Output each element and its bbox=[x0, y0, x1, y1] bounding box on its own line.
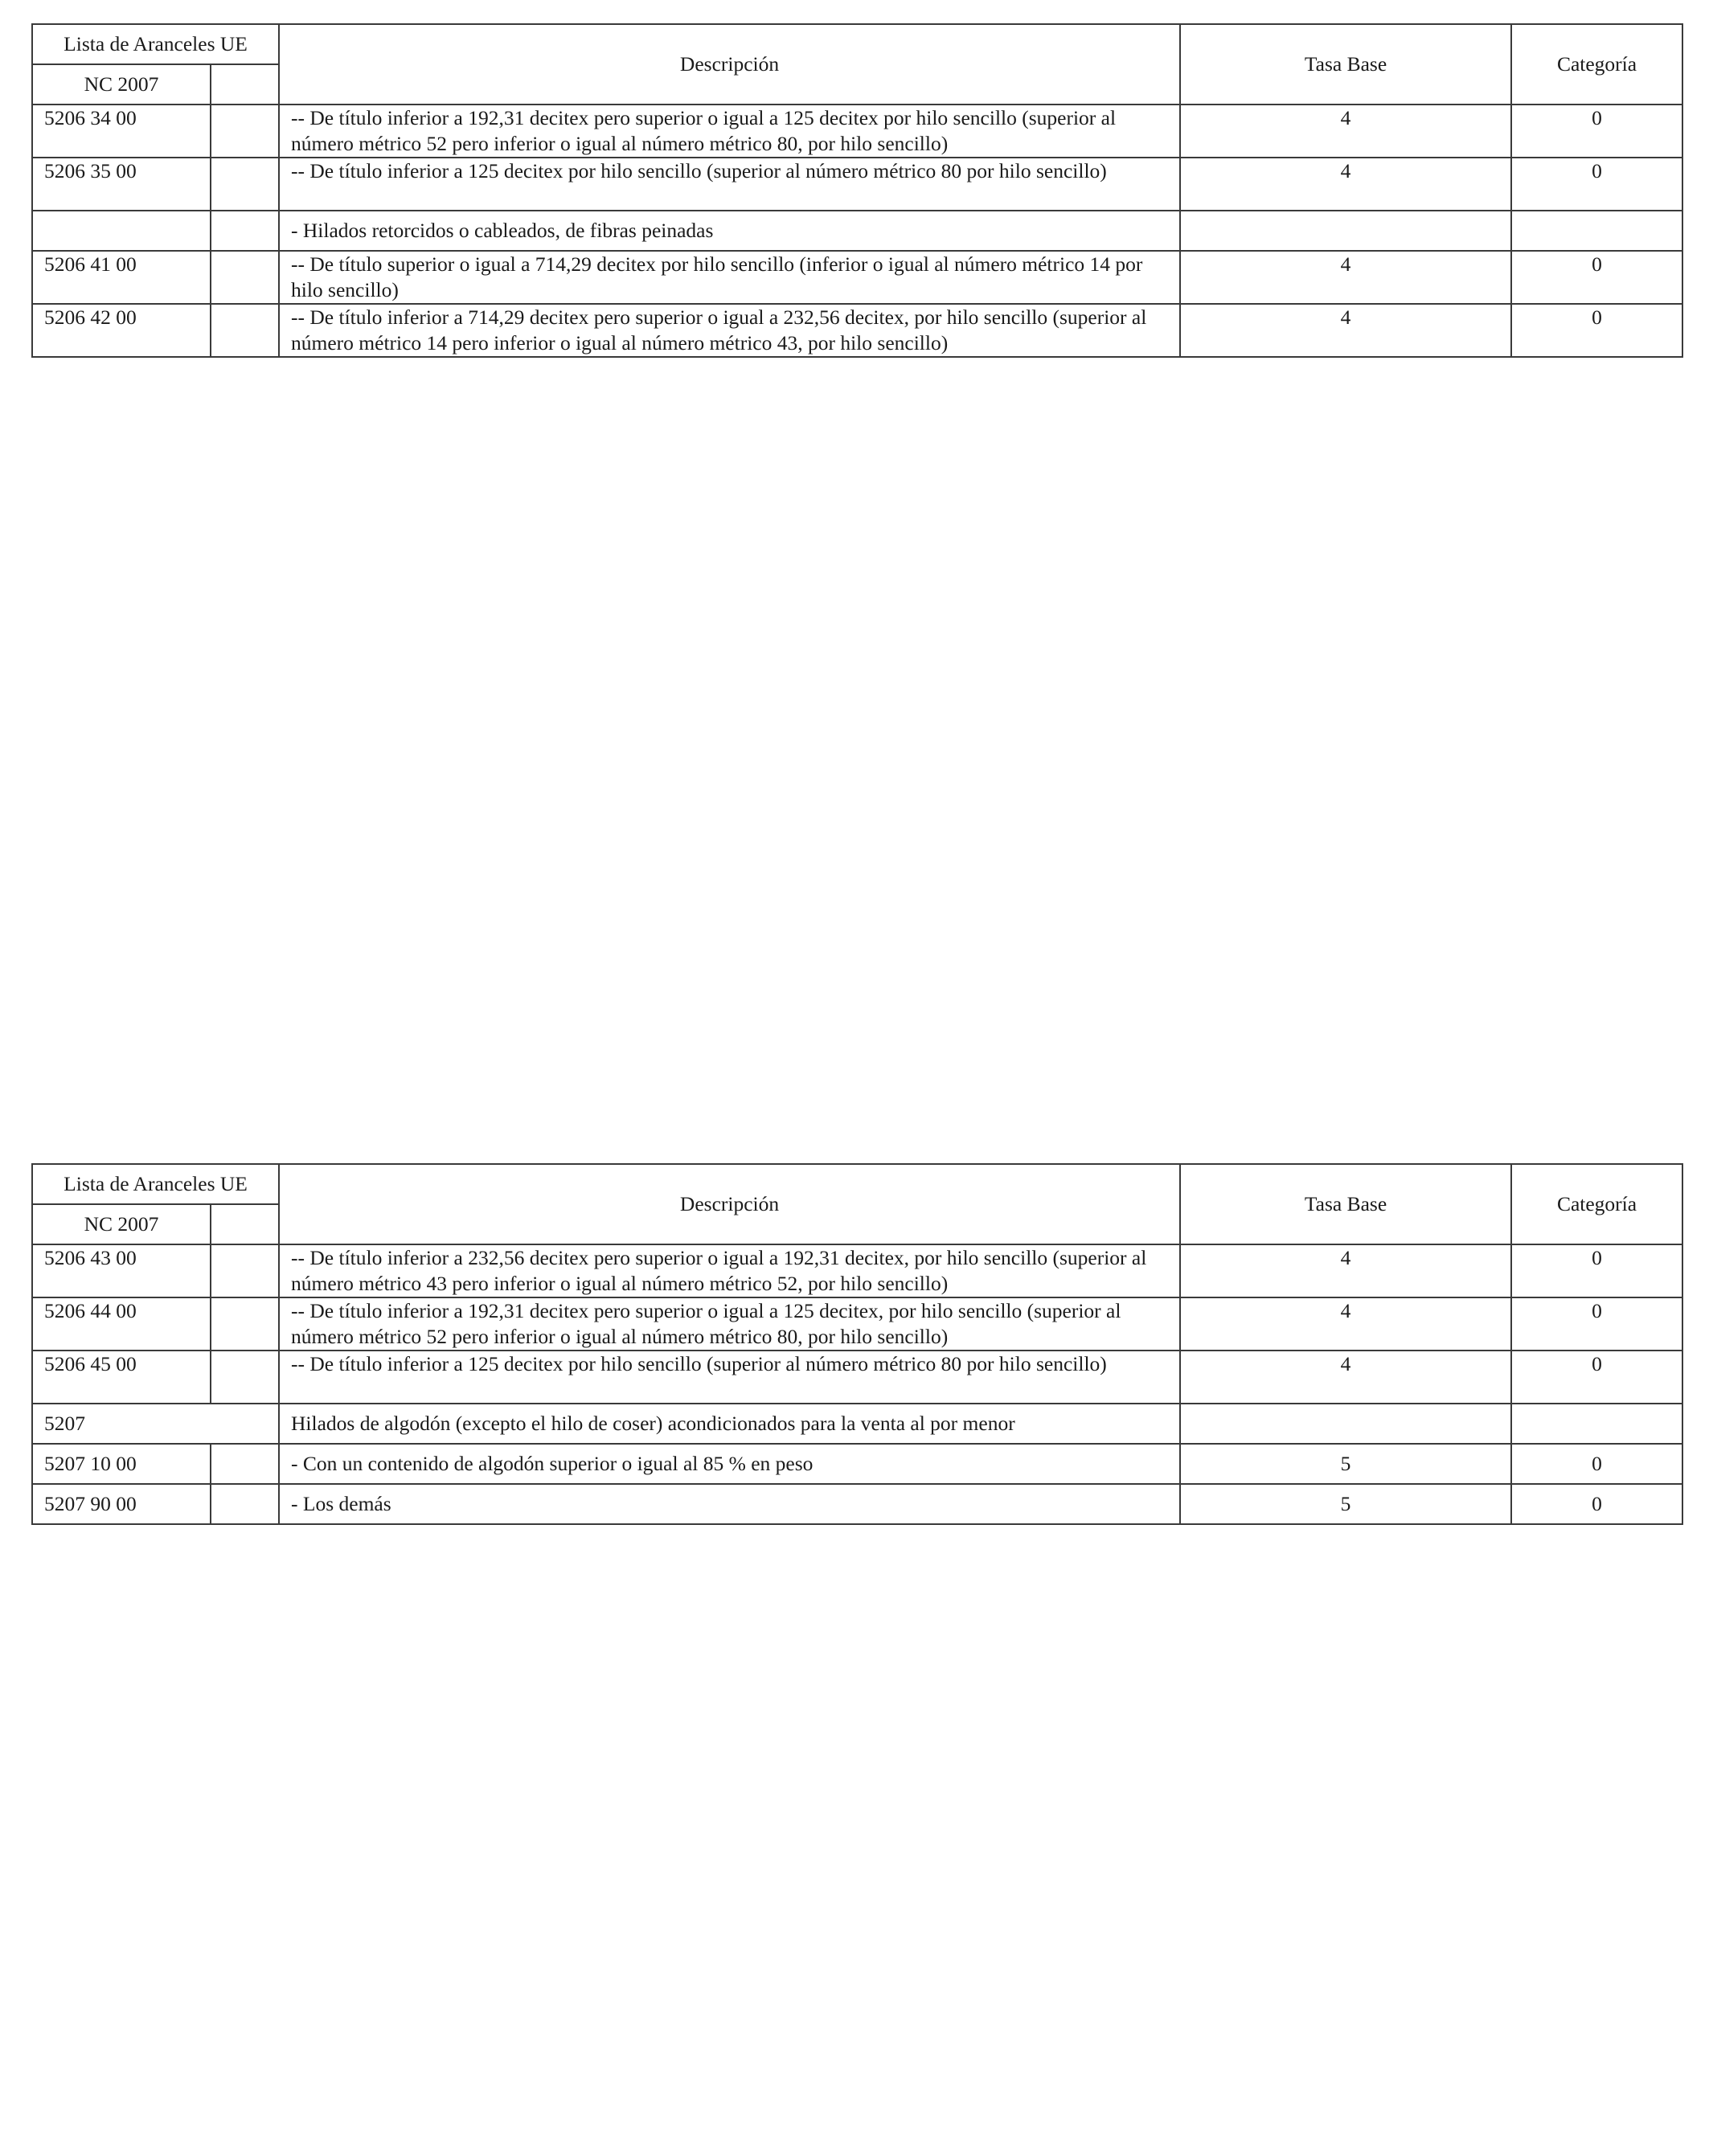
category: 0 bbox=[1511, 1351, 1682, 1404]
table-row bbox=[32, 1244, 1682, 1297]
description: - Hilados retorcidos o cableados, de fibras peinadas bbox=[279, 211, 1180, 251]
base-rate: 4 bbox=[1180, 1351, 1511, 1404]
table-row bbox=[32, 105, 1682, 158]
blank-cell bbox=[211, 211, 279, 251]
base-rate: 5 bbox=[1180, 1484, 1511, 1524]
table-row bbox=[32, 158, 1682, 211]
nc-code: 5206 42 00 bbox=[32, 304, 211, 357]
table-row bbox=[32, 1484, 1682, 1524]
base-rate bbox=[1180, 1404, 1511, 1444]
base-rate: 4 bbox=[1180, 105, 1511, 158]
category bbox=[1511, 1404, 1682, 1444]
nc-code: 5206 41 00 bbox=[32, 251, 211, 304]
nc-code: 5206 34 00 bbox=[32, 105, 211, 158]
description: -- De título superior o igual a 714,29 decitex por hilo sencillo (inferior o igual al número métrico 14 por hilo sencillo) bbox=[279, 251, 1180, 304]
nc-code: 5206 43 00 bbox=[32, 1244, 211, 1297]
header-tasa-base: Tasa Base bbox=[1180, 1164, 1511, 1244]
base-rate: 4 bbox=[1180, 304, 1511, 357]
header-nc-2007: NC 2007 bbox=[32, 1204, 211, 1244]
table-row bbox=[32, 1297, 1682, 1351]
base-rate: 4 bbox=[1180, 158, 1511, 211]
category: 0 bbox=[1511, 1484, 1682, 1524]
blank-cell bbox=[211, 1244, 279, 1297]
description: -- De título inferior a 125 decitex por hilo sencillo (superior al número métrico 80 por hilo sencillo) bbox=[279, 1351, 1180, 1404]
description: - Con un contenido de algodón superior o igual al 85 % en peso bbox=[279, 1444, 1180, 1484]
blank-cell bbox=[211, 1297, 279, 1351]
base-rate bbox=[1180, 211, 1511, 251]
category: 0 bbox=[1511, 158, 1682, 211]
header-descripcion: Descripción bbox=[279, 1164, 1180, 1244]
category: 0 bbox=[1511, 1444, 1682, 1484]
header-categoria: Categoría bbox=[1511, 24, 1682, 105]
nc-code: 5206 35 00 bbox=[32, 158, 211, 211]
description: -- De título inferior a 192,31 decitex pero superior o igual a 125 decitex, por hilo sencillo (superior al número métrico 52 pero inferior o igual al número métrico 80, por hilo sencillo) bbox=[279, 1297, 1180, 1351]
header-lista-aranceles: Lista de Aranceles UE bbox=[32, 24, 279, 64]
header-nc-2007: NC 2007 bbox=[32, 64, 211, 105]
description: -- De título inferior a 125 decitex por hilo sencillo (superior al número métrico 80 por hilo sencillo) bbox=[279, 158, 1180, 211]
header-tasa-base: Tasa Base bbox=[1180, 24, 1511, 105]
tariff-table-1 bbox=[31, 23, 1683, 358]
category: 0 bbox=[1511, 105, 1682, 158]
header-categoria: Categoría bbox=[1511, 1164, 1682, 1244]
blank-cell bbox=[211, 251, 279, 304]
category bbox=[1511, 211, 1682, 251]
nc-code: 5207 bbox=[32, 1404, 279, 1444]
nc-code bbox=[32, 211, 211, 251]
table-row bbox=[32, 1351, 1682, 1404]
blank-cell bbox=[211, 1444, 279, 1484]
category: 0 bbox=[1511, 304, 1682, 357]
header-descripcion: Descripción bbox=[279, 24, 1180, 105]
table-row bbox=[32, 1404, 1682, 1444]
nc-code: 5206 45 00 bbox=[32, 1351, 211, 1404]
table-row bbox=[32, 211, 1682, 251]
header-blank bbox=[211, 1204, 279, 1244]
table-row bbox=[32, 304, 1682, 357]
base-rate: 4 bbox=[1180, 251, 1511, 304]
category: 0 bbox=[1511, 1297, 1682, 1351]
blank-cell bbox=[211, 304, 279, 357]
base-rate: 4 bbox=[1180, 1244, 1511, 1297]
header-lista-aranceles: Lista de Aranceles UE bbox=[32, 1164, 279, 1204]
description: -- De título inferior a 232,56 decitex pero superior o igual a 192,31 decitex, por hilo sencillo (superior al número métrico 43 pero inferior o igual al número métrico 52, por hilo sencillo) bbox=[279, 1244, 1180, 1297]
base-rate: 5 bbox=[1180, 1444, 1511, 1484]
blank-cell bbox=[211, 158, 279, 211]
description: - Los demás bbox=[279, 1484, 1180, 1524]
table-row bbox=[32, 251, 1682, 304]
nc-code: 5207 90 00 bbox=[32, 1484, 211, 1524]
tariff-table-2 bbox=[31, 1163, 1683, 1525]
blank-cell bbox=[211, 105, 279, 158]
table-row bbox=[32, 1444, 1682, 1484]
description: Hilados de algodón (excepto el hilo de coser) acondicionados para la venta al por menor bbox=[279, 1404, 1180, 1444]
base-rate: 4 bbox=[1180, 1297, 1511, 1351]
header-blank bbox=[211, 64, 279, 105]
description: -- De título inferior a 714,29 decitex pero superior o igual a 232,56 decitex, por hilo sencillo (superior al número métrico 14 pero inferior o igual al número métrico 43, por hilo sencillo) bbox=[279, 304, 1180, 357]
nc-code: 5206 44 00 bbox=[32, 1297, 211, 1351]
nc-code: 5207 10 00 bbox=[32, 1444, 211, 1484]
blank-cell bbox=[211, 1484, 279, 1524]
category: 0 bbox=[1511, 1244, 1682, 1297]
description: -- De título inferior a 192,31 decitex pero superior o igual a 125 decitex por hilo sencillo (superior al número métrico 52 pero inferior o igual al número métrico 80, por hilo sencillo) bbox=[279, 105, 1180, 158]
category: 0 bbox=[1511, 251, 1682, 304]
blank-cell bbox=[211, 1351, 279, 1404]
